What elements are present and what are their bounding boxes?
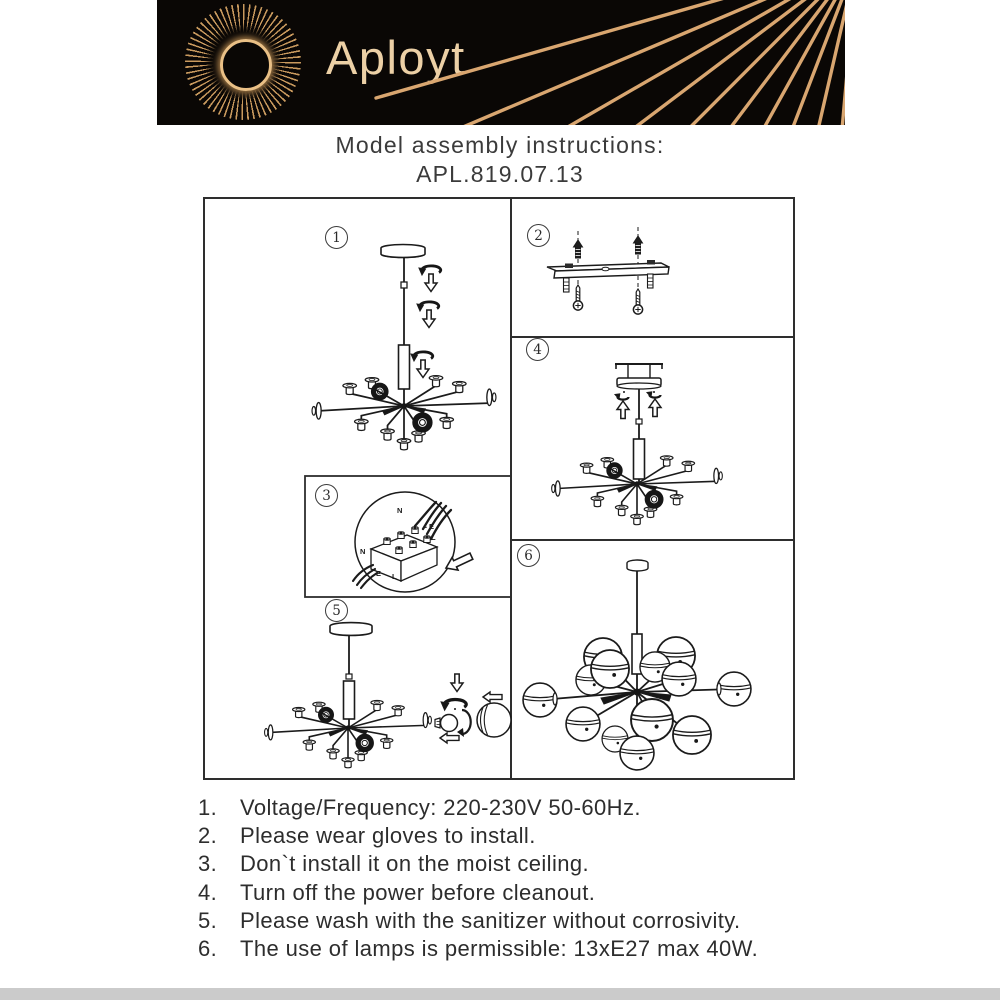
step6-diagram (523, 560, 751, 770)
item-text: Please wear gloves to install. (240, 823, 536, 849)
left-arrow-icon (440, 733, 459, 743)
bulb-icon (441, 715, 458, 732)
scan-edge (0, 988, 1000, 1000)
step-6-badge: 6 (517, 544, 540, 567)
globe-icon (477, 703, 511, 737)
wire-label-n: N (397, 506, 403, 515)
step4-diagram (552, 364, 723, 525)
step-3-badge: 3 (315, 484, 338, 507)
step-2-badge: 2 (527, 224, 550, 247)
item-text: The use of lamps is permissible: 13xE27 max 40W. (240, 936, 759, 962)
item-number: 1. (198, 795, 218, 820)
wire-label-e: E (429, 522, 435, 531)
wire-label-e: E (376, 569, 382, 578)
step1-diagram (312, 245, 496, 450)
page-title: Model assembly instructions: (335, 132, 665, 158)
up-arrow-icon (649, 399, 661, 417)
down-arrow-icon (425, 274, 437, 292)
item-text: Voltage/Frequency: 220-230V 50-60Hz. (240, 795, 641, 820)
assembly-figure (203, 197, 795, 780)
list-item (196, 822, 876, 850)
model-code: APL.819.07.13 (416, 161, 584, 187)
item-number: 2. (198, 823, 218, 849)
left-arrow-icon (483, 692, 502, 702)
screw-icon (633, 289, 642, 314)
up-arrow-icon (617, 401, 629, 419)
item-text: Please wash with the sanitizer without corrosivity. (240, 907, 741, 933)
list-item (196, 935, 876, 963)
item-number: 5. (198, 907, 218, 933)
item-text: Turn off the power before cleanout. (240, 879, 596, 905)
wall-anchor-icon (634, 236, 643, 254)
rotate-arrow-icon (441, 700, 466, 711)
item-number: 6. (198, 936, 218, 962)
wire-label-l: L (392, 572, 397, 581)
screw-icon (573, 285, 582, 310)
step5-diagram (265, 623, 511, 768)
rotate-curl-icon (615, 394, 629, 400)
list-item (196, 794, 876, 822)
brand-name: Aployt (326, 31, 466, 84)
down-arrow-icon (417, 360, 429, 378)
step-5-badge: 5 (325, 599, 348, 622)
item-number: 4. (198, 879, 218, 905)
list-item (196, 879, 876, 907)
list-item (196, 907, 876, 935)
brand-banner (157, 0, 845, 125)
title-block (0, 131, 1000, 189)
wall-anchor-icon (574, 240, 583, 258)
item-number: 3. (198, 851, 218, 877)
wire-label-n: N (360, 547, 366, 556)
list-item (196, 850, 876, 878)
assembly-diagrams (203, 197, 795, 780)
step-1-badge: 1 (325, 226, 348, 249)
down-arrow-icon (451, 674, 463, 692)
step2-diagram (547, 227, 669, 314)
down-arrow-icon (423, 310, 435, 328)
insert-arrow-icon (443, 550, 474, 575)
step3-wiring-diagram (353, 492, 474, 592)
item-text: Don`t install it on the moist ceiling. (240, 851, 590, 877)
wire-label-l: L (431, 533, 436, 542)
rays-decoration-icon (157, 0, 845, 125)
instructions-list (196, 794, 876, 963)
step-4-badge: 4 (526, 338, 549, 361)
